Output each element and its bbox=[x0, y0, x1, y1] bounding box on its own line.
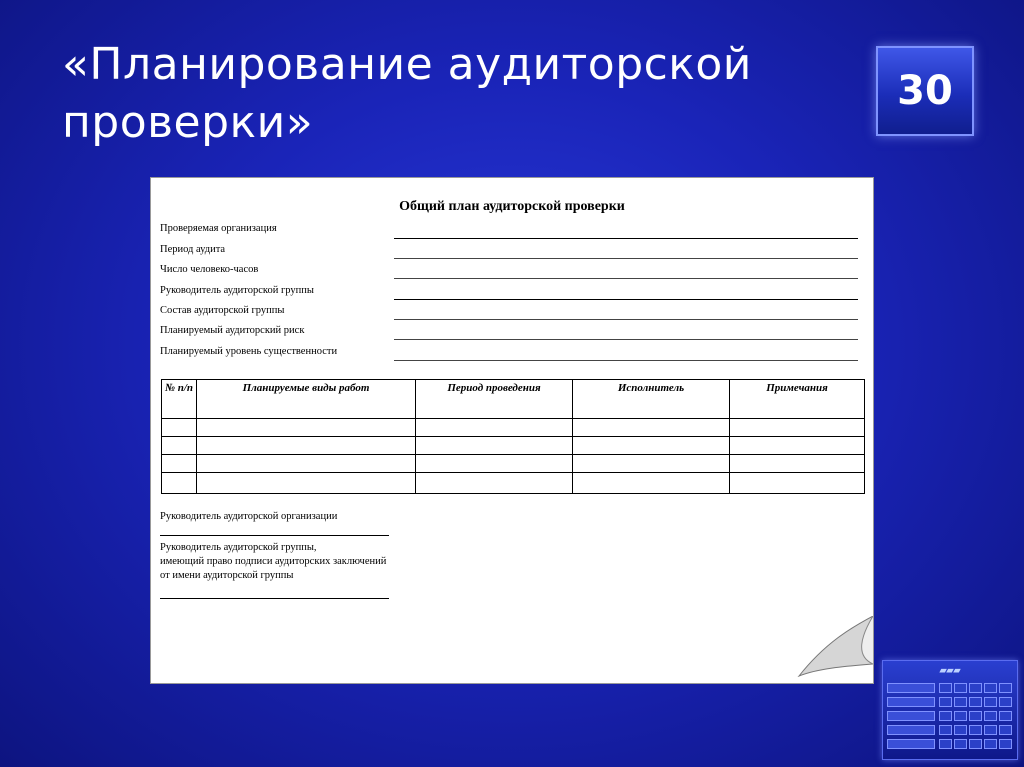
signature-group-head-line bbox=[160, 598, 389, 599]
game-board-thumbnail[interactable] bbox=[882, 660, 1018, 760]
header-executor: Исполнитель bbox=[573, 380, 730, 419]
signature-org-head-label: Руководитель аудиторской организации bbox=[160, 511, 338, 522]
header-num: № п/п bbox=[162, 380, 197, 419]
table-header-row bbox=[162, 380, 865, 419]
plan-table bbox=[161, 379, 865, 494]
signature-group-head-line3: от имени аудиторской группы bbox=[160, 570, 294, 581]
signature-group-head-line2: имеющий право подписи аудиторских заключений bbox=[160, 556, 387, 567]
signature-org-head-line bbox=[160, 535, 389, 536]
thumbnail-logo: ▰▰▰ bbox=[939, 665, 961, 675]
document-title: Общий план аудиторской проверки bbox=[399, 199, 625, 214]
field-label-group-members: Состав аудиторской группы bbox=[160, 305, 285, 316]
points-badge: 30 bbox=[876, 46, 974, 136]
field-label-group-head: Руководитель аудиторской группы bbox=[160, 285, 314, 296]
table-row bbox=[162, 473, 865, 494]
page-curl-icon bbox=[789, 616, 873, 683]
thumbnail-row bbox=[887, 725, 1013, 735]
field-label-man-hours: Число человеко-часов bbox=[160, 264, 259, 275]
table-row bbox=[162, 455, 865, 473]
field-line-audit-period bbox=[394, 258, 858, 259]
header-notes: Примечания bbox=[730, 380, 865, 419]
table-row bbox=[162, 419, 865, 437]
field-line-materiality bbox=[394, 360, 858, 361]
thumbnail-row bbox=[887, 697, 1013, 707]
field-line-group-members bbox=[394, 319, 858, 320]
thumbnail-row bbox=[887, 739, 1013, 749]
slide-title: «Планирование аудиторской проверки» bbox=[62, 39, 752, 148]
field-line-group-head bbox=[394, 299, 858, 300]
field-label-audit-period: Период аудита bbox=[160, 244, 226, 255]
header-works: Планируемые виды работ bbox=[197, 380, 416, 419]
field-line-audit-risk bbox=[394, 339, 858, 340]
field-label-audit-risk: Планируемый аудиторский риск bbox=[160, 325, 305, 336]
field-label-organization: Проверяемая организация bbox=[160, 223, 277, 234]
field-line-organization bbox=[394, 238, 858, 239]
thumbnail-row bbox=[887, 711, 1013, 721]
signature-group-head-line1: Руководитель аудиторской группы, bbox=[160, 542, 317, 553]
field-label-materiality: Планируемый уровень существенности bbox=[160, 346, 338, 357]
plan-document-image bbox=[150, 177, 874, 684]
thumbnail-row bbox=[887, 683, 1013, 693]
header-period: Период проведения bbox=[416, 380, 573, 419]
field-line-man-hours bbox=[394, 278, 858, 279]
table-row bbox=[162, 437, 865, 455]
